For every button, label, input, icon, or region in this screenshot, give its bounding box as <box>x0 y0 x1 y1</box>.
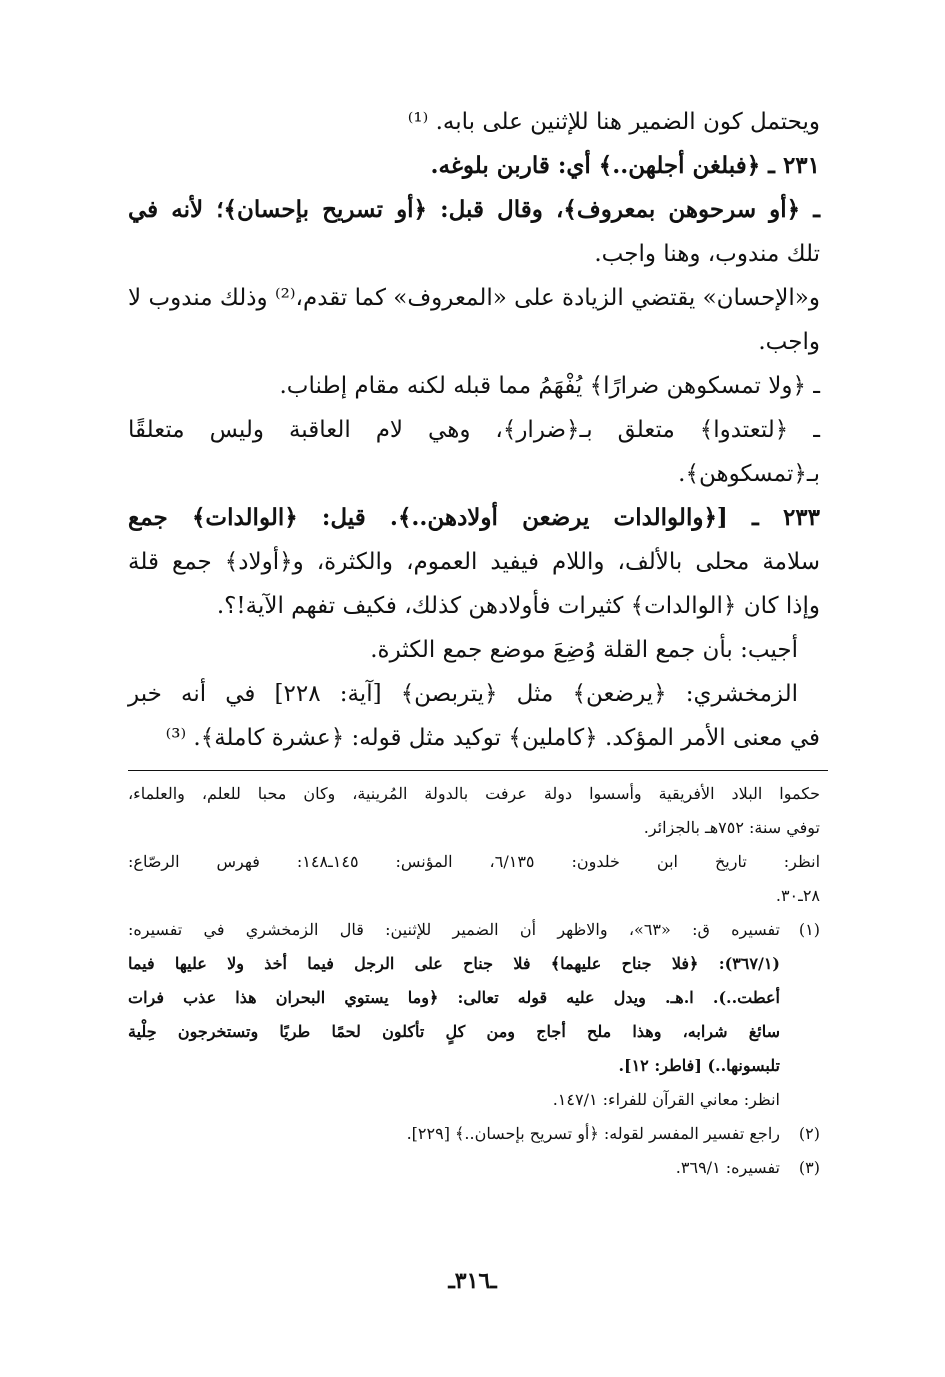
footnote-line: أعطت..). ا.هـ. ويدل عليه قوله تعالى: ﴿وما يستوي البحران هذا عذب فرات <box>128 988 780 1007</box>
footnote-separator <box>128 770 828 771</box>
main-text <box>128 100 820 760</box>
text-line: ويحتمل كون الضمير هنا للإثنين على بابه. ⁽¹⁾ <box>407 109 820 135</box>
footnote-line: تفسيره: ٣٦٩/١. <box>675 1158 780 1177</box>
footnote-carry-line: ٢٨ـ٣٠. <box>775 886 820 905</box>
text-line: واجب. <box>758 329 820 355</box>
page-number: ـ٣١٦ـ <box>448 1268 497 1294</box>
footnote-number: (٢) <box>798 1124 820 1143</box>
footnote-carry-line: حكموا البلاد الأفريقية وأسسوا دولة عرفت بالدولة المُرينية، وكان محبا للعلم، والعلماء، <box>128 784 820 803</box>
text-line: بـ﴿تمسكوهن﴾. <box>678 461 820 487</box>
text-line: ـ ﴿لتعتدوا﴾ متعلق بـ﴿ضرار﴾، وهي لام العاقبة وليس متعلقًا <box>128 417 820 443</box>
footnote-line: تلبسونها..) [فاطر: ١٢]. <box>618 1056 780 1075</box>
footnote-1 <box>128 913 820 947</box>
footnote-number: (٣) <box>798 1158 820 1177</box>
verse-heading: ٢٣١ ـ ﴿فبلغن أجلهن..﴾ أي: قاربن بلوغه. <box>430 152 820 179</box>
text-line: الزمخشري: ﴿يرضعن﴾ مثل ﴿يتربصن﴾ [آية: ٢٢٨] في أنه خبر <box>128 681 799 707</box>
footnote-line: تفسيره ق: «٦٣»، والاظهر أن الضمير للإثنين: قال الزمخشري في تفسيره: <box>128 920 781 939</box>
footnote-2 <box>128 1117 820 1151</box>
text-line: ـ ﴿ولا تمسكوهن ضرارًا﴾ يُفْهَمُ مما قبله لكنه مقام إطناب. <box>279 373 820 399</box>
text-line: سلامة محلى بالألف، واللام فيفيد العموم، والكثرة، و﴿أولاد﴾ جمع قلة <box>128 549 820 575</box>
text-line: و«الإحسان» يقتضي الزيادة على «المعروف» كما تقدم،⁽²⁾ وذلك مندوب لا <box>128 285 820 311</box>
footnote-line: (٣٦٧/١): ﴿فلا جناح عليهما﴾ فلا جناح على الرجل فيما أخذ ولا عليها فيما <box>128 954 780 973</box>
text-line: أجيب: بأن جمع القلة وُضِعَ موضع جمع الكثرة. <box>370 637 798 663</box>
verse-heading: ٢٣٣ ـ [﴿والوالدات يرضعن أولادهن..﴾. قيل: ﴿الوالدات﴾ جمع <box>128 504 820 531</box>
text-line: ـ ﴿أو سرحوهن بمعروف﴾، وقال قبل: ﴿أو تسريح بإحسان﴾؛ لأنه في <box>128 196 820 223</box>
footnote-line: راجع تفسير المفسر لقوله: ﴿أو تسريح بإحسان..﴾ [٢٢٩]. <box>406 1124 780 1143</box>
footnote-line: انظر: معاني القرآن للفراء: ١٤٧/١. <box>552 1090 780 1109</box>
text-line: وإذا كان ﴿الوالدات﴾ كثيرات فأولادهن كذلك، فكيف تفهم الآية!؟. <box>216 593 820 619</box>
footnote-line: سائغ شرابه، وهذا ملح أجاج ومن كلٍ تأكلون لحمًا طريًا وتستخرجون حِلْية <box>128 1022 780 1041</box>
footnote-number: (١) <box>798 920 820 939</box>
footnote-3 <box>128 1151 820 1185</box>
footnote-carry-line: انظر: تاريخ ابن خلدون: ٦/١٣٥، المؤنس: ١٤٥ـ١٤٨: فهرس الرصّاع: <box>128 852 821 871</box>
text-line: في معنى الأمر المؤكد. ﴿كاملين﴾ توكيد مثل قوله: ﴿عشرة كاملة﴾. ⁽³⁾ <box>165 725 820 751</box>
footnotes <box>128 777 820 1185</box>
text-line: تلك مندوب، وهنا واجب. <box>594 241 820 267</box>
footnote-carry-line: توفي سنة: ٧٥٢هـ بالجزائر. <box>643 818 820 837</box>
